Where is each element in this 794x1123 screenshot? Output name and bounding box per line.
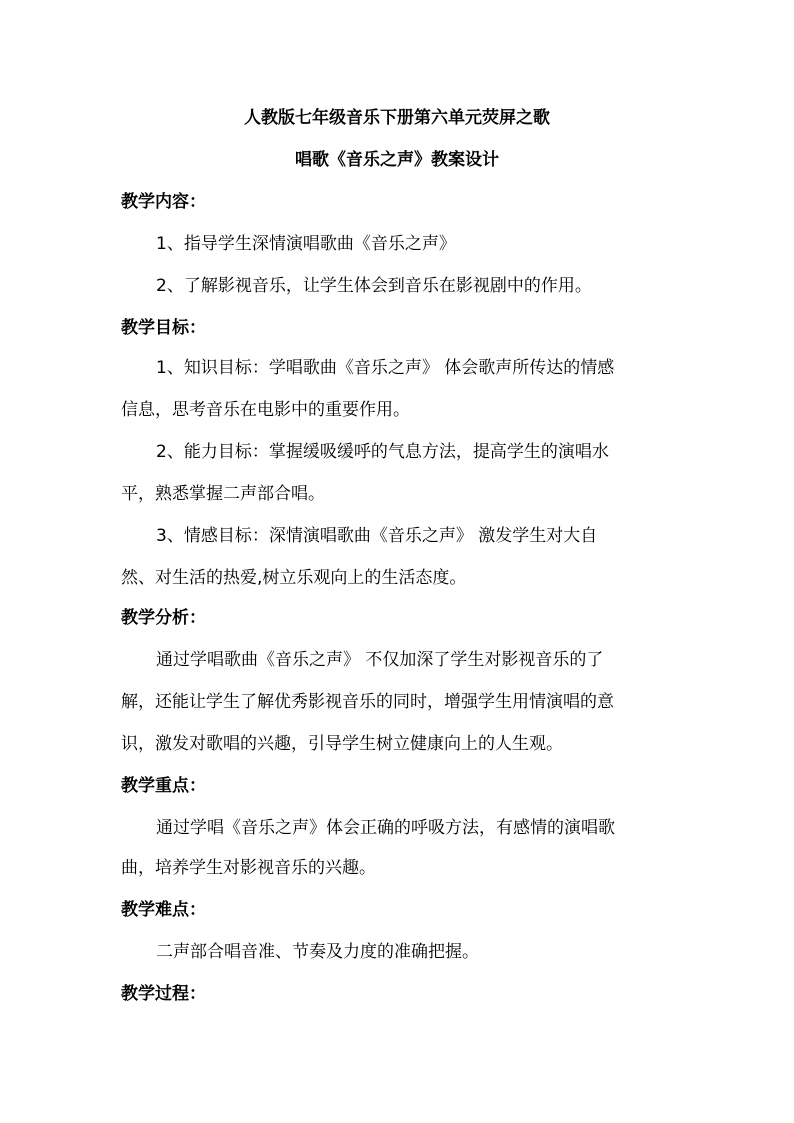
section-heading-analysis: 教学分析： [121, 608, 206, 628]
analysis-line-3: 识，激发对歌唱的兴趣，引导学生树立健康向上的人生观。 [121, 734, 563, 754]
section-heading-process: 教学过程： [121, 984, 206, 1004]
section-heading-key-points: 教学重点： [121, 776, 206, 796]
document-subtitle: 唱歌《音乐之声》教案设计 [295, 150, 499, 170]
key-points-line-2: 曲，培养学生对影视音乐的兴趣。 [121, 858, 376, 878]
goals-line-4: 平，熟悉掌握二声部合唱。 [121, 484, 325, 504]
goals-line-6: 然、对生活的热爱,树立乐观向上的生活态度。 [121, 568, 467, 588]
analysis-line-2: 解，还能让学生了解优秀影视音乐的同时，增强学生用情演唱的意 [121, 692, 614, 712]
content-line-2: 2、了解影视音乐，让学生体会到音乐在影视剧中的作用。 [156, 276, 592, 296]
analysis-line-1: 通过学唱歌曲《音乐之声》 不仅加深了学生对影视音乐的了 [156, 650, 604, 670]
document-title: 人教版七年级音乐下册第六单元荧屏之歌 [244, 108, 550, 128]
goals-line-2: 信息，思考音乐在电影中的重要作用。 [121, 400, 410, 420]
section-heading-difficulties: 教学难点： [121, 900, 206, 920]
difficulties-line-1: 二声部合唱音准、节奏及力度的准确把握。 [156, 942, 479, 962]
section-heading-content: 教学内容： [121, 192, 206, 212]
section-heading-goals: 教学目标： [121, 318, 206, 338]
content-line-1: 1、指导学生深情演唱歌曲《音乐之声》 [156, 234, 456, 254]
goals-line-1: 1、知识目标：学唱歌曲《音乐之声》 体会歌声所传达的情感 [156, 358, 615, 378]
key-points-line-1: 通过学唱《音乐之声》体会正确的呼吸方法，有感情的演唱歌 [156, 818, 615, 838]
goals-line-3: 2、能力目标：掌握缓吸缓呼的气息方法，提高学生的演唱水 [156, 442, 609, 462]
goals-line-5: 3、情感目标：深情演唱歌曲《音乐之声》 激发学生对大自 [156, 526, 598, 546]
